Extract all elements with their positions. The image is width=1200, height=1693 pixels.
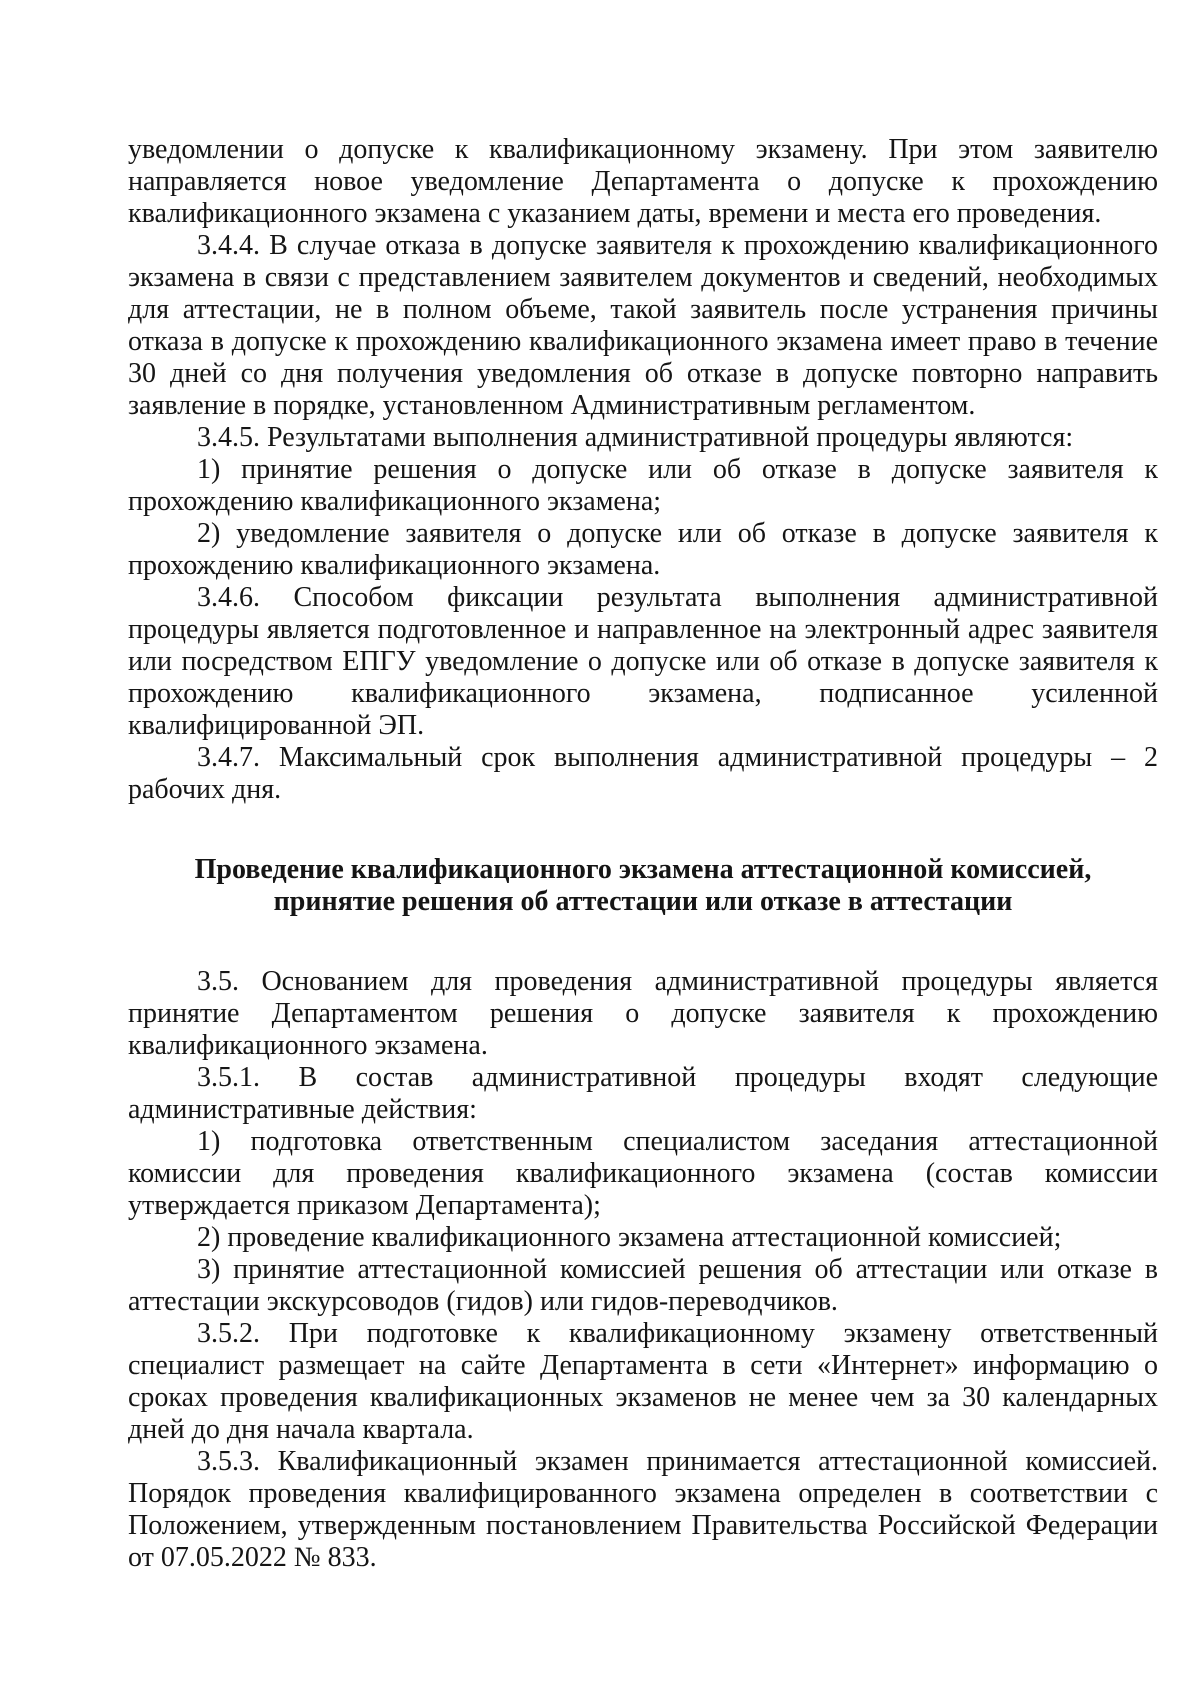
paragraph-3-5-1-item-1: 1) подготовка ответственным специалистом заседания аттестационной комиссии для проведения квалификационного экзамена (состав комиссии утверждается приказом Департамента); bbox=[128, 1126, 1158, 1221]
paragraph-3-4-6: 3.4.6. Способом фиксации результата выполнения административной процедуры является подготовленное и направленное на электронный адрес заявителя или посредством ЕПГУ уведомление о допуске или об отказе в допуске заявителя к прохождению квалификационного экзамена, подписанное усиленной квалифицированной ЭП. bbox=[128, 582, 1158, 741]
paragraph-3-5-1-item-3: 3) принятие аттестационной комиссией решения об аттестации или отказе в аттестации экскурсоводов (гидов) или гидов-переводчиков. bbox=[128, 1254, 1158, 1317]
spacer bbox=[128, 918, 1158, 966]
paragraph-3-5: 3.5. Основанием для проведения административной процедуры является принятие Департаментом решения о допуске заявителя к прохождению квалификационного экзамена. bbox=[128, 966, 1158, 1061]
paragraph-3-4-5-item-1: 1) принятие решения о допуске или об отказе в допуске заявителя к прохождению квалификационного экзамена; bbox=[128, 454, 1158, 517]
paragraph-3-4-5-item-2: 2) уведомление заявителя о допуске или об отказе в допуске заявителя к прохождению квалификационного экзамена. bbox=[128, 518, 1158, 581]
paragraph-3-5-1-item-2: 2) проведение квалификационного экзамена аттестационной комиссией; bbox=[197, 1222, 1062, 1253]
spacer bbox=[128, 806, 1158, 854]
paragraph-3-5-3: 3.5.3. Квалификационный экзамен принимается аттестационной комиссией. Порядок проведения квалифицированного экзамена определен в соответствии с Положением, утвержденным постановлением Правительства Российской Федерации от 07.05.2022 № 833. bbox=[128, 1446, 1158, 1573]
intro-paragraph: уведомлении о допуске к квалификационному экзамену. При этом заявителю направляется новое уведомление Департамента о допуске к прохождению квалификационного экзамена с указанием даты, времени и места его проведения. bbox=[128, 134, 1158, 229]
paragraph-3-4-4: 3.4.4. В случае отказа в допуске заявителя к прохождению квалификационного экзамена в связи с представлением заявителем документов и сведений, необходимых для аттестации, не в полном объеме, такой заявитель после устранения причины отказа в допуске к прохождению квалификационного экзамена имеет право в течение 30 дней со дня получения уведомления об отказе в допуске повторно направить заявление в порядке, установленном Административным регламентом. bbox=[128, 230, 1158, 421]
paragraph-3-4-7: 3.4.7. Максимальный срок выполнения административной процедуры – 2 рабочих дня. bbox=[128, 742, 1158, 805]
document-body bbox=[128, 134, 1158, 1574]
paragraph-3-4-5: 3.4.5. Результатами выполнения административной процедуры являются: bbox=[197, 422, 1074, 453]
paragraph-3-5-1: 3.5.1. В состав административной процедуры входят следующие административные действия: bbox=[128, 1062, 1158, 1125]
section-heading-line-1: Проведение квалификационного экзамена аттестационной комиссией, bbox=[194, 854, 1092, 885]
paragraph-3-5-2: 3.5.2. При подготовке к квалификационному экзамену ответственный специалист размещает на сайте Департамента в сети «Интернет» информацию о сроках проведения квалификационных экзаменов не менее чем за 30 календарных дней до дня начала квартала. bbox=[128, 1318, 1158, 1445]
section-heading-line-2: принятие решения об аттестации или отказе в аттестации bbox=[273, 886, 1013, 917]
